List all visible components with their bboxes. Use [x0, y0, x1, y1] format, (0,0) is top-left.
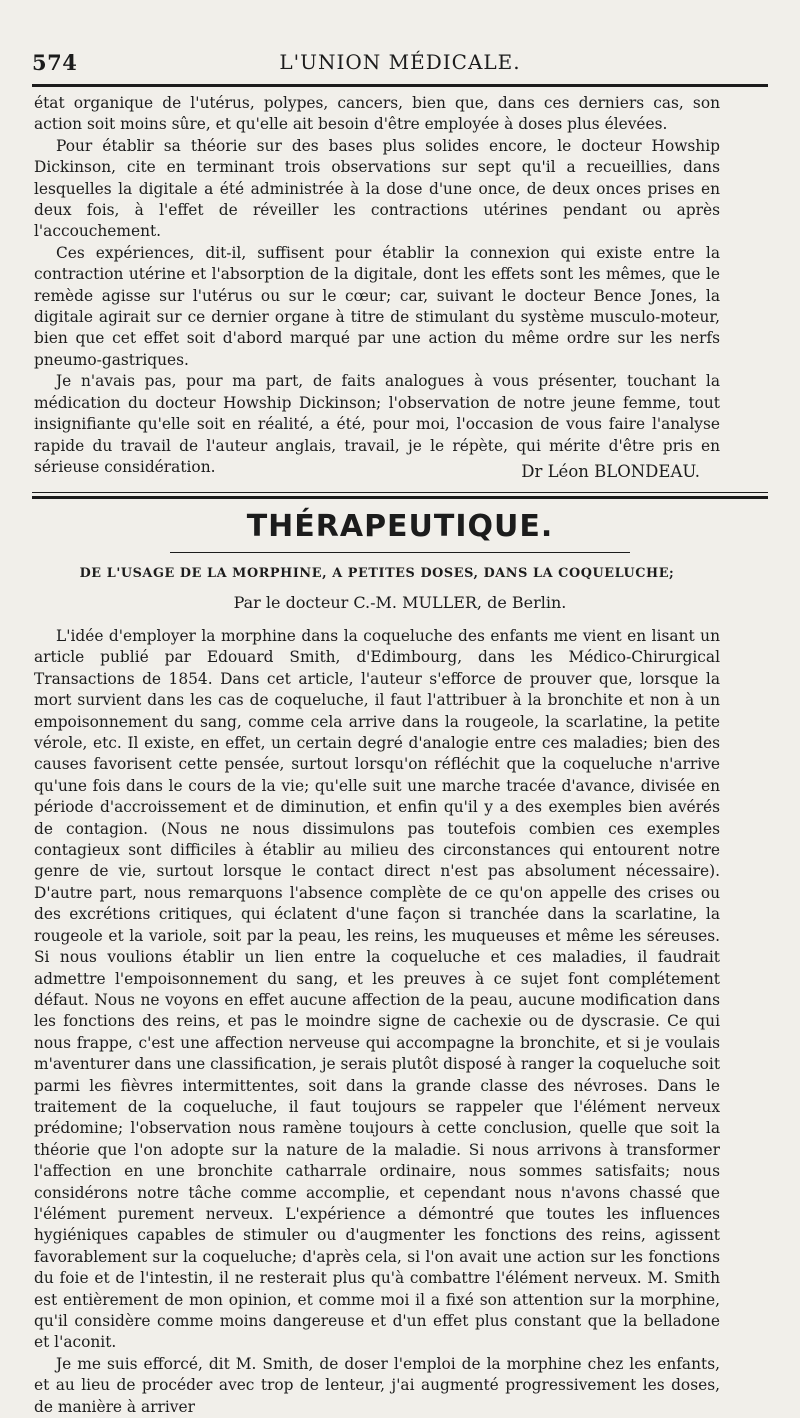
previous-article-text [34, 93, 720, 478]
article-title: DE L'USAGE DE LA MORPHINE, A PETITES DOSES, DANS LA COQUELUCHE; [79, 566, 675, 581]
article-body [34, 626, 720, 1418]
paragraph: Je me suis efforcé, dit M. Smith, de doser l'emploi de la morphine chez les enfants, et au lieu de procéder avec trop de lenteur, j'ai augmenté progressivement les doses, de manière à arriver [34, 1354, 720, 1416]
author-signature: Dr Léon BLONDEAU. [521, 462, 700, 481]
article-byline: Par le docteur C.-M. MULLER, de Berlin. [233, 593, 567, 612]
section-divider [32, 496, 768, 499]
paragraph: Pour établir sa théorie sur des bases plus solides encore, le docteur Howship Dickinson, cite en terminant trois observations sur sept qu'il a recueillies, dans lesquelles la digitale a été administrée à la dose d'une once, de deux onces prises en deux fois, à l'effet de réveiller les contractions utérines pendant ou après l'accouchement. [34, 136, 720, 241]
paragraph: Ces expériences, dit-il, suffisent pour établir la connexion qui existe entre la contraction utérine et l'absorption de la digitale, dont les effets sont les mêmes, que le remède agisse sur l'utérus ou sur le cœur; car, suivant le docteur Bence Jones, la digitale agirait sur ce dernier organe à titre de stimulant du système musculo-moteur, bien que cet effet soit d'abord marqué par une action du même ordre sur les nerfs pneumo-gastriques. [34, 243, 720, 369]
page-number: 574 [32, 50, 78, 75]
section-heading: THÉRAPEUTIQUE. [246, 509, 554, 544]
journal-title: L'UNION MÉDICALE. [279, 50, 521, 74]
paragraph: L'idée d'employer la morphine dans la coqueluche des enfants me vient en lisant un article publié par Edouard Smith, d'Edimbourg, dans les Médico-Chirurgical Transactions de 1854. Dans cet article, l'auteur s'efforce de prouver que, lorsque la mort survient dans les cas de coqueluche, il faut l'attribuer à la bronchite et non à un empoisonnement du sang, comme cela arrive dans la rougeole, la scarlatine, la petite vérole, etc. Il existe, en effet, un certain degré d'analogie entre ces maladies; bien des causes favorisent cette pensée, surtout lorsqu'on réfléchit que la coqueluche n'arrive qu'une fois dans le cours de la vie; qu'elle suit une marche tracée d'avance, divisée en période d'accroissement et de diminution, et enfin qu'il y a des exemples bien avérés de contagion. (Nous ne nous dissimulons pas toutefois combien ces exemples contagieux sont difficiles à établir au milieu des circonstances qui entourent notre genre de vie, surtout lorsque le contact direct n'est pas absolument nécessaire). D'autre part, nous remarquons l'absence complète de ce qu'on appelle des crises ou des excrétions critiques, qui éclatent d'une façon si tranchée dans la scarlatine, la rougeole et la variole, soit par la peau, les reins, les muqueuses et même les séreuses. Si nous voulions établir un lien entre la coqueluche et ces maladies, il faudrait admettre l'empoisonnement du sang, et les preuves à ce sujet font complétement défaut. Nous ne voyons en effet aucune affection de la peau, aucune modification dans les fonctions des reins, et pas le moindre signe de cachexie ou de dyscrasie. Ce qui nous frappe, c'est une affection nerveuse qui accompagne la bronchite, et si je voulais m'aventurer dans une classification, je serais plutôt disposé à ranger la coqueluche soit parmi les fièvres intermittentes, soit dans la grande classe des névroses. Dans le traitement de la coqueluche, il faut toujours se rappeler que l'élément nerveux prédomine; l'observation nous ramène toujours à cette conclusion, quelle que soit la théorie que l'on adopte sur la nature de la maladie. Si nous arrivons à transformer l'affection en une bronchite catharrale ordinaire, nous sommes satisfaits; nous considérons notre tâche comme accomplie, et cependant nous n'avons chassé que l'élément purement nerveux. L'expérience a démontré que toutes les influences hygiéniques capables de stimuler ou d'augmenter les fonctions des reins, agissent favorablement sur la coqueluche; d'après cela, si l'on avait une action sur les fonctions du foie et de l'intestin, il ne resterait plus qu'à combattre l'élément nerveux. M. Smith est entièrement de mon opinion, et comme moi il a fixé son attention sur la morphine, qu'il considère comme moins dangereuse et d'un effet plus constant que la belladone et l'aconit. [34, 627, 720, 1352]
page-header [32, 44, 768, 80]
section-divider [32, 492, 768, 493]
paragraph: Je n'avais pas, pour ma part, de faits analogues à vous présenter, touchant la médication du docteur Howship Dickinson; l'observation de notre jeune femme, tout insignifiante qu'elle soit en réalité, a été, pour moi, l'occasion de vous faire l'analyse rapide du travail de l'auteur anglais, travail, je le répète, qui mérite d'être pris en sérieuse considération. [34, 372, 720, 476]
paragraph: état organique de l'utérus, polypes, cancers, bien que, dans ces derniers cas, son action soit moins sûre, et qu'elle ait besoin d'être employée à doses plus élevées. [34, 94, 720, 134]
heading-underline [170, 552, 630, 553]
header-rule [32, 84, 768, 87]
